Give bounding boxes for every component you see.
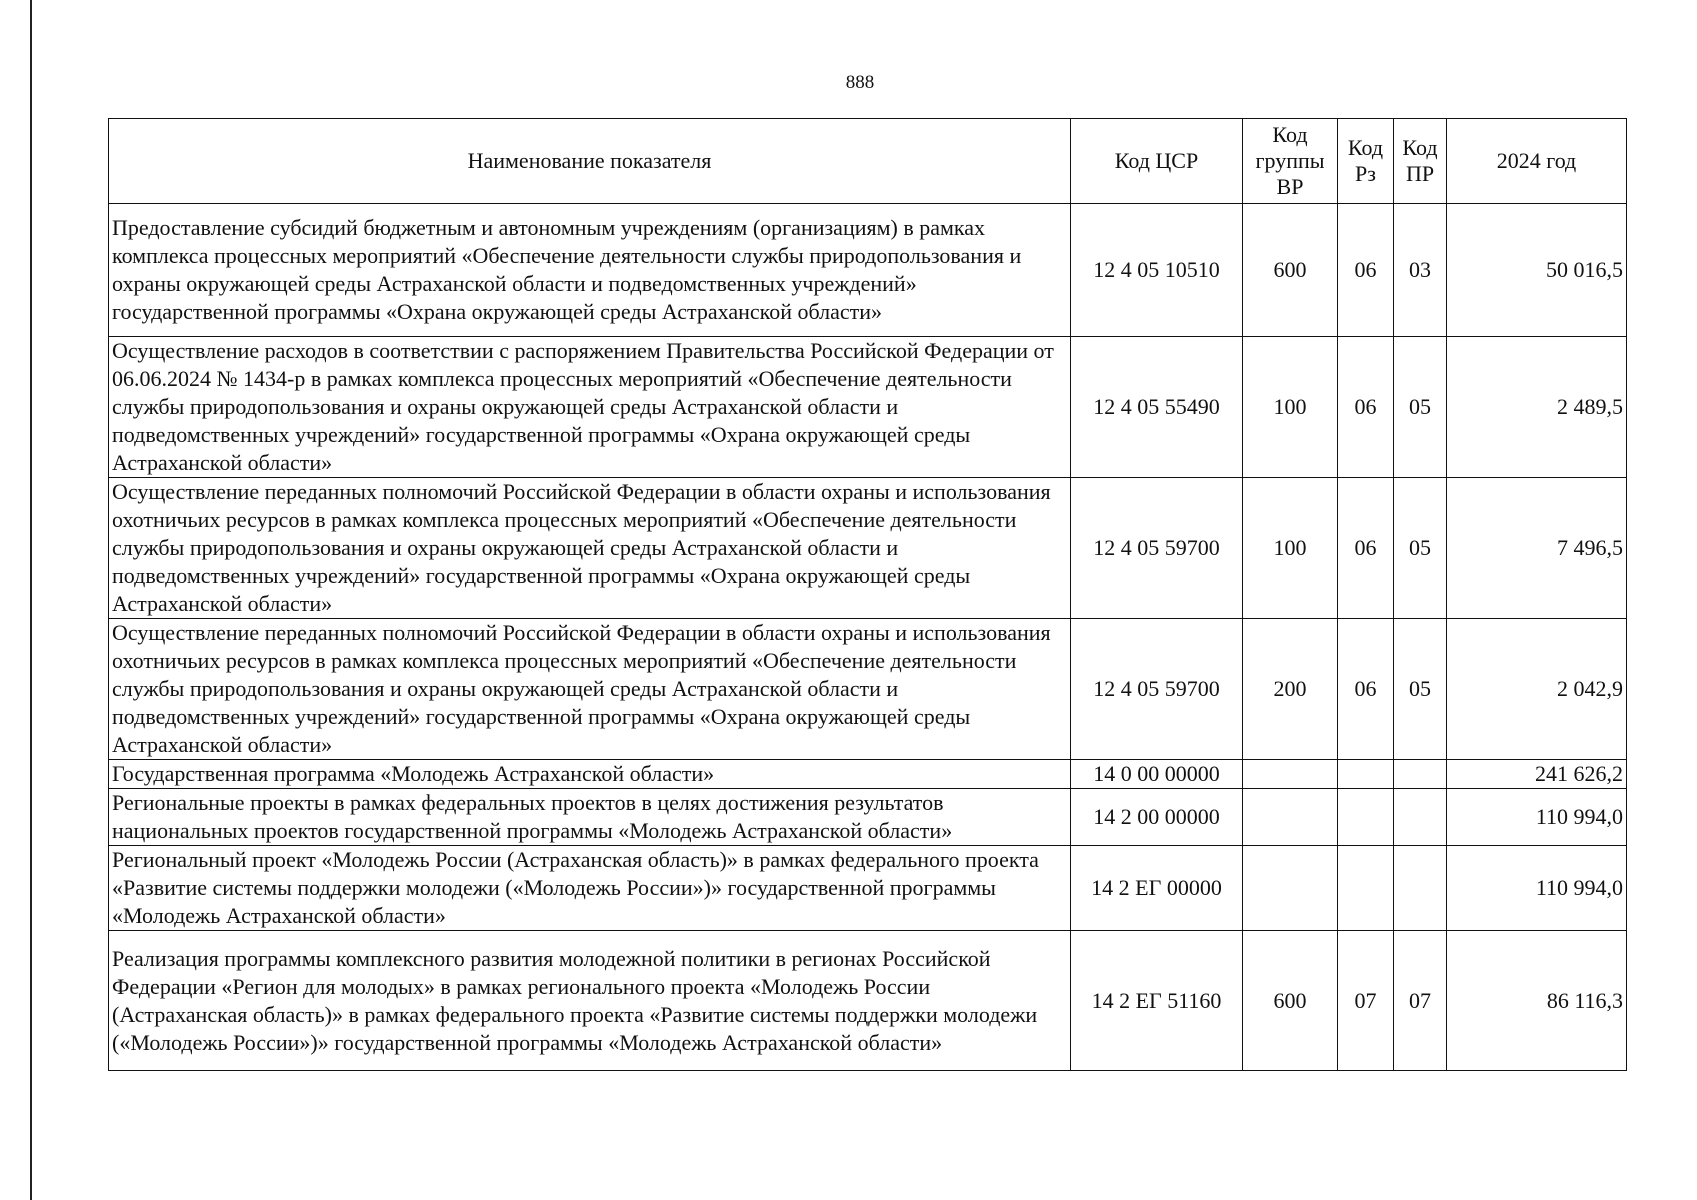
table-row	[109, 846, 1627, 931]
row-csr-code: 14 2 ЕГ 51160	[1071, 931, 1243, 1071]
row-vr-code: 600	[1243, 931, 1338, 1071]
row-pr-code: 05	[1394, 337, 1447, 478]
row-name: Осуществление переданных полномочий Российской Федерации в области охраны и использования охотничьих ресурсов в рамках комплекса процессных мероприятий «Обеспечение деятельности службы природопользования и охраны окружающей среды Астраханской области и подведомственных учреждений» государственной программы «Охрана окружающей среды Астраханской области»	[109, 478, 1071, 619]
row-amount: 241 626,2	[1447, 760, 1627, 789]
row-pr-code: 07	[1394, 931, 1447, 1071]
row-csr-code: 12 4 05 59700	[1071, 478, 1243, 619]
table-row	[109, 478, 1627, 619]
row-rz-code: 07	[1338, 931, 1394, 1071]
row-name: Региональные проекты в рамках федеральных проектов в целях достижения результатов национальных проектов государственной программы «Молодежь Астраханской области»	[109, 789, 1071, 846]
row-amount: 2 489,5	[1447, 337, 1627, 478]
row-name: Государственная программа «Молодежь Астраханской области»	[109, 760, 1071, 789]
row-rz-code: 06	[1338, 204, 1394, 337]
row-csr-code: 14 2 ЕГ 00000	[1071, 846, 1243, 931]
row-vr-code: 600	[1243, 204, 1338, 337]
row-name: Осуществление переданных полномочий Российской Федерации в области охраны и использования охотничьих ресурсов в рамках комплекса процессных мероприятий «Обеспечение деятельности службы природопользования и охраны окружающей среды Астраханской области и подведомственных учреждений» государственной программы «Охрана окружающей среды Астраханской области»	[109, 619, 1071, 760]
row-rz-code	[1338, 760, 1394, 789]
header-year-2024: 2024 год	[1447, 119, 1627, 204]
row-vr-code: 100	[1243, 478, 1338, 619]
row-vr-code	[1243, 846, 1338, 931]
row-amount: 50 016,5	[1447, 204, 1627, 337]
row-rz-code	[1338, 789, 1394, 846]
row-rz-code: 06	[1338, 478, 1394, 619]
row-vr-code	[1243, 760, 1338, 789]
table-row	[109, 337, 1627, 478]
row-name: Региональный проект «Молодежь России (Астраханская область)» в рамках федерального проекта «Развитие системы поддержки молодежи («Молодежь России»)» государственной программы «Молодежь Астраханской области»	[109, 846, 1071, 931]
row-vr-code: 100	[1243, 337, 1338, 478]
row-amount: 86 116,3	[1447, 931, 1627, 1071]
row-csr-code: 12 4 05 59700	[1071, 619, 1243, 760]
table-row	[109, 931, 1627, 1071]
table-row	[109, 760, 1627, 789]
row-csr-code: 12 4 05 10510	[1071, 204, 1243, 337]
row-pr-code	[1394, 760, 1447, 789]
row-vr-code	[1243, 789, 1338, 846]
table-row	[109, 619, 1627, 760]
row-name: Осуществление расходов в соответствии с распоряжением Правительства Российской Федерации от 06.06.2024 № 1434-р в рамках комплекса процессных мероприятий «Обеспечение деятельности службы природопользования и охраны окружающей среды Астраханской области и подведомственных учреждений» государственной программы «Охрана окружающей среды Астраханской области»	[109, 337, 1071, 478]
row-pr-code: 05	[1394, 619, 1447, 760]
row-amount: 2 042,9	[1447, 619, 1627, 760]
table-row	[109, 789, 1627, 846]
row-amount: 110 994,0	[1447, 789, 1627, 846]
header-csr-code: Код ЦСР	[1071, 119, 1243, 204]
row-name: Предоставление субсидий бюджетным и автономным учреждениям (организациям) в рамках комплекса процессных мероприятий «Обеспечение деятельности службы природопользования и охраны окружающей среды Астраханской области и подведомственных учреждений» государственной программы «Охрана окружающей среды Астраханской области»	[109, 204, 1071, 337]
row-rz-code: 06	[1338, 619, 1394, 760]
header-name: Наименование показателя	[109, 119, 1071, 204]
row-pr-code	[1394, 789, 1447, 846]
header-vr-code: Код группы ВР	[1243, 119, 1338, 204]
row-csr-code: 14 2 00 00000	[1071, 789, 1243, 846]
header-pr-code: Код ПР	[1394, 119, 1447, 204]
row-rz-code: 06	[1338, 337, 1394, 478]
header-rz-code: Код Рз	[1338, 119, 1394, 204]
row-pr-code: 03	[1394, 204, 1447, 337]
budget-table	[108, 118, 1627, 1071]
table-header-row	[109, 119, 1627, 204]
row-pr-code: 05	[1394, 478, 1447, 619]
row-csr-code: 12 4 05 55490	[1071, 337, 1243, 478]
binding-margin-line	[30, 0, 32, 1200]
row-pr-code	[1394, 846, 1447, 931]
row-amount: 110 994,0	[1447, 846, 1627, 931]
row-name: Реализация программы комплексного развития молодежной политики в регионах Российской Федерации «Регион для молодых» в рамках регионального проекта «Молодежь России (Астраханская область)» в рамках федерального проекта «Развитие системы поддержки молодежи («Молодежь России»)» государственной программы «Молодежь Астраханской области»	[109, 931, 1071, 1071]
row-vr-code: 200	[1243, 619, 1338, 760]
row-amount: 7 496,5	[1447, 478, 1627, 619]
row-csr-code: 14 0 00 00000	[1071, 760, 1243, 789]
row-rz-code	[1338, 846, 1394, 931]
table-row	[109, 204, 1627, 337]
page-number: 888	[845, 72, 875, 93]
